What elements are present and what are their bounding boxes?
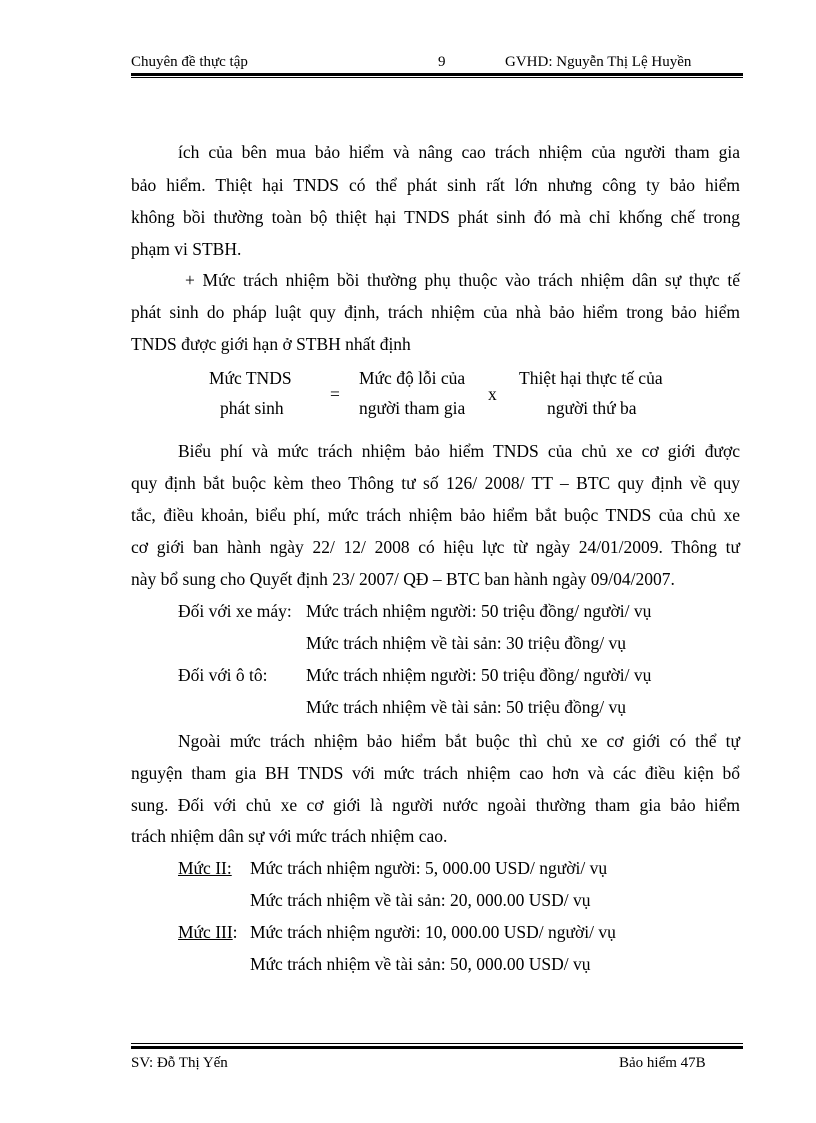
footer-rule-thick [131, 1046, 743, 1049]
text-line: Ngoài mức trách nhiệm bảo hiểm bắt buộc thì chủ xe cơ giới có thể tự [178, 731, 740, 751]
header-rule-thin [131, 77, 743, 78]
text-line: trách nhiệm dân sự với mức trách nhiệm cao. [131, 826, 448, 846]
muc-iii-person-limit: Mức trách nhiệm người: 10, 000.00 USD/ người/ vụ [250, 922, 616, 942]
text-line: này bổ sung cho Quyết định 23/ 2007/ QĐ – BTC ban hành ngày 09/04/2007. [131, 569, 675, 589]
text-line: sung. Đối với chủ xe cơ giới là người nước ngoài thường tham gia bảo hiểm [131, 795, 740, 815]
text-line: tắc, điều khoản, biểu phí, mức trách nhiệm bảo hiểm bắt buộc TNDS của chủ xe [131, 505, 740, 525]
text-line: + Mức trách nhiệm bồi thường phụ thuộc vào trách nhiệm dân sự thực tế [185, 270, 740, 290]
formula-term-c-bottom: người thứ ba [547, 398, 637, 418]
text-line: cơ giới ban hành ngày 22/ 12/ 2008 có hiệu lực từ ngày 24/01/2009. Thông tư [131, 537, 740, 557]
footer-rule-thin [131, 1043, 743, 1044]
text-line: Biểu phí và mức trách nhiệm bảo hiểm TNDS của chủ xe cơ giới được [178, 441, 740, 461]
footer-right: Bảo hiểm 47B [619, 1055, 706, 1071]
oto-label: Đối với ô tô: [178, 665, 268, 685]
formula-term-a-bottom: phát sinh [220, 398, 284, 418]
text-line: bảo hiểm. Thiệt hại TNDS có thể phát sinh rất lớn nhưng công ty bảo hiểm [131, 175, 740, 195]
formula-term-a-top: Mức TNDS [209, 368, 292, 388]
header-rule-thick [131, 73, 743, 76]
text-line: ích của bên mua bảo hiểm và nâng cao trách nhiệm của người tham gia [178, 142, 740, 162]
formula-equals: = [330, 384, 340, 404]
muc-ii-person-limit: Mức trách nhiệm người: 5, 000.00 USD/ người/ vụ [250, 858, 608, 878]
oto-person-limit: Mức trách nhiệm người: 50 triệu đồng/ người/ vụ [306, 665, 652, 685]
formula-times: x [488, 384, 497, 404]
xe-may-property-limit: Mức trách nhiệm về tài sản: 30 triệu đồng/ vụ [306, 633, 627, 653]
text-line: phạm vi STBH. [131, 239, 242, 259]
xe-may-person-limit: Mức trách nhiệm người: 50 triệu đồng/ người/ vụ [306, 601, 652, 621]
muc-ii-label: Mức II: [178, 858, 232, 878]
formula-term-b-top: Mức độ lỗi của [359, 368, 466, 388]
text-line: TNDS được giới hạn ở STBH nhất định [131, 334, 411, 354]
formula-term-c-top: Thiệt hại thực tế của [519, 368, 663, 388]
text-line: nguyện tham gia BH TNDS với mức trách nhiệm cao hơn và các điều kiện bổ [131, 763, 740, 783]
xe-may-label: Đối với xe máy: [178, 601, 292, 621]
text-line: không bồi thường toàn bộ thiệt hại TNDS phát sinh đó mà chỉ khống chế trong [131, 207, 740, 227]
page-number: 9 [438, 54, 446, 70]
muc-iii-property-limit: Mức trách nhiệm về tài sản: 50, 000.00 USD/ vụ [250, 954, 591, 974]
muc-iii-label: Mức III: [178, 922, 238, 942]
text-line: quy định bắt buộc kèm theo Thông tư số 126/ 2008/ TT – BTC quy định về quy [131, 473, 740, 493]
text-line: phát sinh do pháp luật quy định, trách nhiệm của nhà bảo hiểm trong bảo hiểm [131, 302, 740, 322]
muc-ii-property-limit: Mức trách nhiệm về tài sản: 20, 000.00 USD/ vụ [250, 890, 591, 910]
footer-left: SV: Đỗ Thị Yến [131, 1055, 228, 1071]
header-left: Chuyên đề thực tập [131, 54, 248, 70]
header-right: GVHD: Nguyễn Thị Lệ Huyền [505, 54, 692, 70]
formula-term-b-bottom: người tham gia [359, 398, 466, 418]
oto-property-limit: Mức trách nhiệm về tài sản: 50 triệu đồng/ vụ [306, 697, 627, 717]
